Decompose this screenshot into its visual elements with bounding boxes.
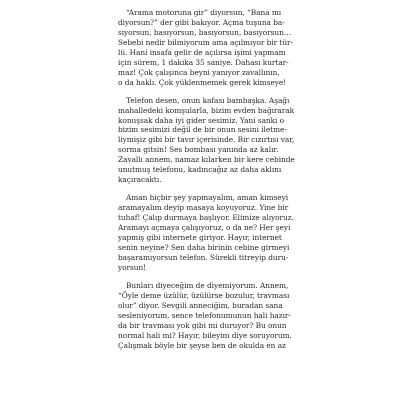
paragraph-4 [118, 280, 292, 351]
text-line: kaçıracaktı. [118, 175, 162, 185]
paragraph-spacer [118, 273, 288, 281]
text-line: mahalledeki komşularla, bizim evden bağırarak [118, 105, 295, 115]
text-line: senin neyine? Sen daha birinin cebine girmeyi [118, 242, 290, 252]
text-line: Zavallı annem, namaz kılarken bir kere cebinde [118, 155, 295, 165]
text-line: Bunları diyeceğim de diyemiyorum. Annem, [126, 280, 289, 290]
text-line: yapmış gibi internete giriyor. Hayır, internet [118, 233, 282, 243]
text-line: maz! Çok çalışınca beyni yanıyor zavallının, [118, 67, 280, 77]
text-line: lü. Hani insafa gelir de açılırsa işimi yapmam [118, 47, 286, 57]
paragraph-spacer [118, 185, 288, 193]
text-line: sorma gitsin! Ses bombası yanında az kalır. [118, 145, 279, 155]
text-line: sesleniyorum, sence telefonumunun hali hazır- [118, 310, 291, 320]
paragraph-2 [118, 95, 295, 186]
text-line: için sürem, 1 dakika 35 saniye. Dahası kurtar- [118, 57, 289, 67]
text-line: tuhaf! Çalıp durmaya başlıyor. Elimize alıyoruz. [118, 213, 294, 223]
text-line: da bir travması yok gibi mi duruyor? Bu onun [118, 320, 287, 330]
body-text [118, 8, 295, 351]
text-line: konuşsak daha iyi gider sesimiz. Yani sanki o [118, 115, 285, 125]
text-line: sıyorsun, basıyorsun, basıyorsun, basıyorsun… [118, 27, 292, 37]
text-line: aramayalım deyip masaya koyuyoruz. Yine bir [118, 203, 289, 213]
paragraph-3 [118, 193, 294, 273]
text-line: yorsun! [118, 262, 147, 272]
text-line: Çalışmak böyle bir şeyse ben de okulda en az [118, 340, 286, 350]
text-line: Aman hiçbir şey yapmayalım, aman kimseyi [126, 193, 289, 203]
text-line: “Öyle deme üzülür, üzülürse bozulur, travması [118, 290, 290, 300]
text-line: unutmuş telefonu, kadıncağız az daha aklını [118, 165, 282, 175]
text-line: başaramıyorsun telefon. Sürekli titreyip duru- [118, 252, 289, 262]
text-line: Telefon desen, onun kafası bambaşka. Aşağı [126, 95, 290, 105]
text-line: Aramayı açmaya çalışıyoruz, o da ne? Her şeyi [118, 223, 291, 233]
text-line: o da haklı. Çok yüklenmemek gerek kimseye! [118, 77, 287, 87]
text-line: olur” diyor. Sevgili anneciğim, buradan sana [118, 300, 283, 310]
text-line: bizim sesimizi değil de bir onun sesini iletme- [118, 125, 287, 135]
text-line: normal hali mi? Hayır, bileyim diye soruyorum. [118, 330, 292, 340]
text-line: liymişiz gibi bir tavır içerisinde. Bir cızırtısı var, [118, 135, 295, 145]
text-line: Sebebi nedir bilmiyorum ama açılmıyor bir tür- [118, 37, 293, 47]
text-line: diyorsun?” der gibi bakıyor. Açma tuşuna ba- [118, 17, 285, 27]
paragraph-1 [118, 8, 293, 88]
paragraph-spacer [118, 88, 288, 96]
text-line: “Arama motoruna gir” diyorsun, “Bana mı [126, 8, 282, 17]
